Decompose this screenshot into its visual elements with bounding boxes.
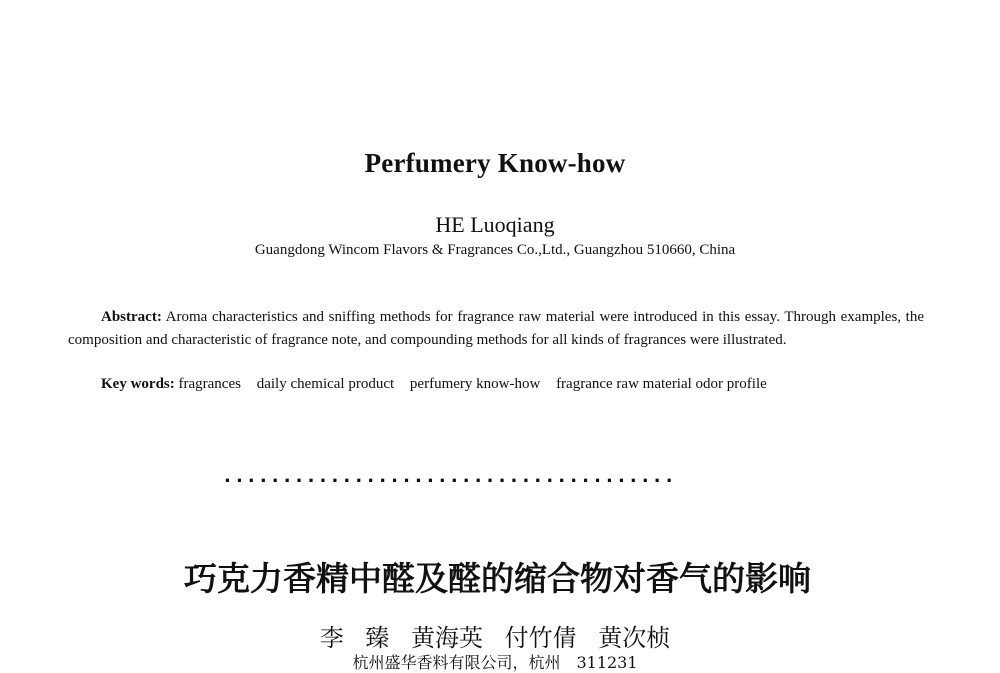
dotted-separator: ...................................... xyxy=(224,466,678,487)
author-affiliation: Guangdong Wincom Flavors & Fragrances Co.,Ltd., Guangzhou 510660, China xyxy=(254,242,736,258)
keyword: perfumery know-how xyxy=(409,376,541,392)
abstract-paragraph xyxy=(68,306,924,352)
chinese-affiliation: 杭州盛华香料有限公司，杭州 311231 xyxy=(352,653,638,672)
abstract-label: Abstract: xyxy=(101,309,162,325)
article-title: Perfumery Know-how xyxy=(364,148,626,178)
keyword: fragrance raw material odor profile xyxy=(556,376,767,392)
keyword: fragrances xyxy=(178,376,241,392)
keyword: daily chemical product xyxy=(256,376,395,392)
chinese-authors: 李 臻 黄海英 付竹倩 黄次桢 xyxy=(319,624,671,652)
chinese-article-title: 巧克力香精中醛及醛的缩合物对香气的影响 xyxy=(184,559,811,598)
author-name: HE Luoqiang xyxy=(435,212,555,237)
keywords-label: Key words: xyxy=(101,376,175,392)
keywords-line xyxy=(101,374,924,394)
abstract-text: Aroma characteristics and sniffing methods for fragrance raw material were introduced in this essay. Through examples, the composition and characteristic of fragrance note, and compounding methods for all kinds of fragrances were illustrated. xyxy=(68,309,924,348)
